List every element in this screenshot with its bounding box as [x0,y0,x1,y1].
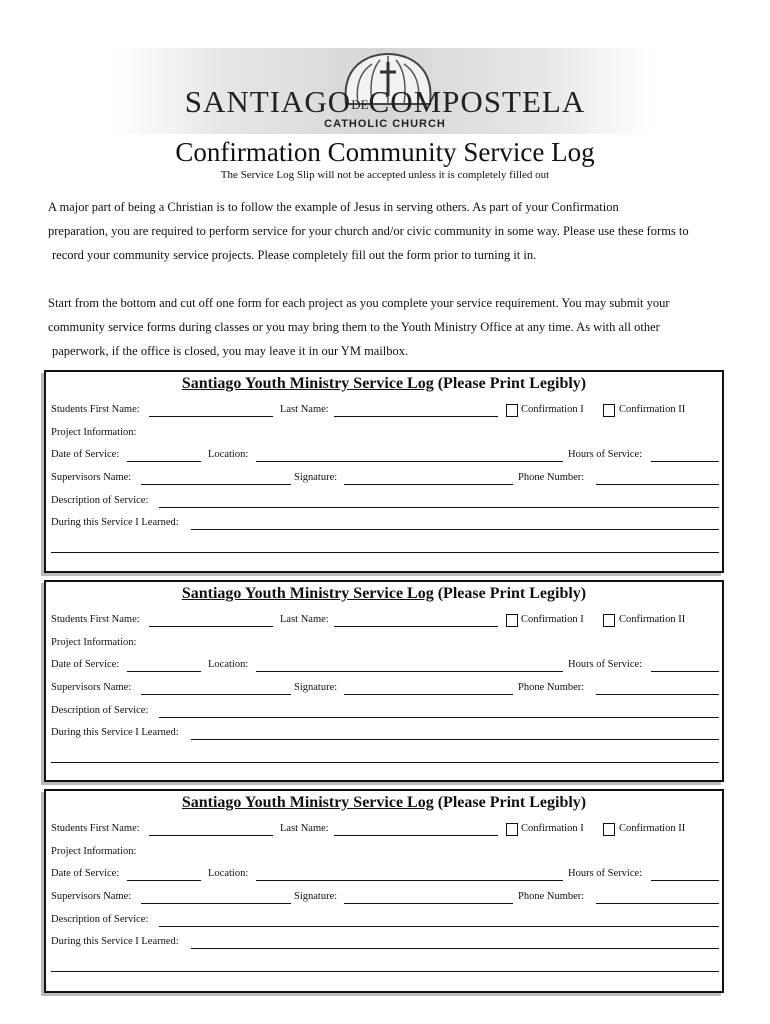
hours-field[interactable] [651,671,719,672]
learned-field[interactable] [191,948,719,949]
supervisor-field[interactable] [141,694,291,695]
phone-field[interactable] [596,484,719,485]
first-name-field[interactable] [149,416,273,417]
description-field[interactable] [159,717,719,718]
supervisor-row: Supervisors Name: Signature: Phone Number: [51,682,719,698]
name-row: Students First Name: Last Name: Confirmation I Confirmation II [51,404,686,415]
service-log-heading: Santiago Youth Ministry Service Log (Please Print Legibly) [181,794,587,811]
page-title: Confirmation Community Service Log [175,137,595,167]
learned-field[interactable] [191,529,719,530]
location-field[interactable] [256,461,563,462]
date-location-row: Date of Service: Location: Hours of Service: [51,868,719,884]
last-name-field[interactable] [334,416,498,417]
first-name-field[interactable] [149,835,273,836]
last-name-field[interactable] [334,626,498,627]
signature-field[interactable] [344,484,513,485]
location-field[interactable] [256,671,563,672]
learned-row: During this Service I Learned: [51,517,719,533]
service-log-heading: Santiago Youth Ministry Service Log (Please Print Legibly) [181,585,587,602]
learned-field-continued[interactable] [51,552,719,553]
description-field[interactable] [159,926,719,927]
confirmation-1-checkbox[interactable] [506,823,518,836]
supervisor-field[interactable] [141,903,291,904]
service-log-form-2 [44,580,724,782]
signature-field[interactable] [344,903,513,904]
project-info-row: Project Information: [51,637,137,648]
confirmation-2-checkbox[interactable] [603,614,615,627]
date-field[interactable] [127,880,201,881]
project-info-row: Project Information: [51,846,137,857]
description-row: Description of Service: [51,705,719,721]
service-log-heading: Santiago Youth Ministry Service Log (Please Print Legibly) [181,375,587,392]
hours-field[interactable] [651,880,719,881]
supervisor-row: Supervisors Name: Signature: Phone Number: [51,472,719,488]
service-log-form-1 [44,370,724,573]
name-row: Students First Name: Last Name: Confirmation I Confirmation II [51,614,686,625]
description-row: Description of Service: [51,495,719,511]
extra-line-row [51,959,719,975]
project-info-row: Project Information: [51,427,137,438]
church-logo-name: SANTIAGODECOMPOSTELA [184,84,586,119]
location-field[interactable] [256,880,563,881]
signature-field[interactable] [344,694,513,695]
extra-line-row [51,750,719,766]
description-row: Description of Service: [51,914,719,930]
church-logo-subtitle: CATHOLIC CHURCH [324,118,446,130]
description-field[interactable] [159,507,719,508]
first-name-field[interactable] [149,626,273,627]
confirmation-1-checkbox[interactable] [506,404,518,417]
confirmation-2-checkbox[interactable] [603,823,615,836]
learned-field-continued[interactable] [51,971,719,972]
learned-field-continued[interactable] [51,762,719,763]
confirmation-2-checkbox[interactable] [603,404,615,417]
date-field[interactable] [127,461,201,462]
last-name-field[interactable] [334,835,498,836]
service-log-form-3 [44,789,724,993]
date-location-row: Date of Service: Location: Hours of Service: [51,449,719,465]
page-subtitle: The Service Log Slip will not be accepted unless it is completely filled out [220,169,550,181]
phone-field[interactable] [596,694,719,695]
learned-row: During this Service I Learned: [51,727,719,743]
supervisor-field[interactable] [141,484,291,485]
hours-field[interactable] [651,461,719,462]
supervisor-row: Supervisors Name: Signature: Phone Number: [51,891,719,907]
name-row: Students First Name: Last Name: Confirmation I Confirmation II [51,823,686,834]
extra-line-row [51,540,719,556]
learned-field[interactable] [191,739,719,740]
date-field[interactable] [127,671,201,672]
phone-field[interactable] [596,903,719,904]
date-location-row: Date of Service: Location: Hours of Service: [51,659,719,675]
confirmation-1-checkbox[interactable] [506,614,518,627]
learned-row: During this Service I Learned: [51,936,719,952]
